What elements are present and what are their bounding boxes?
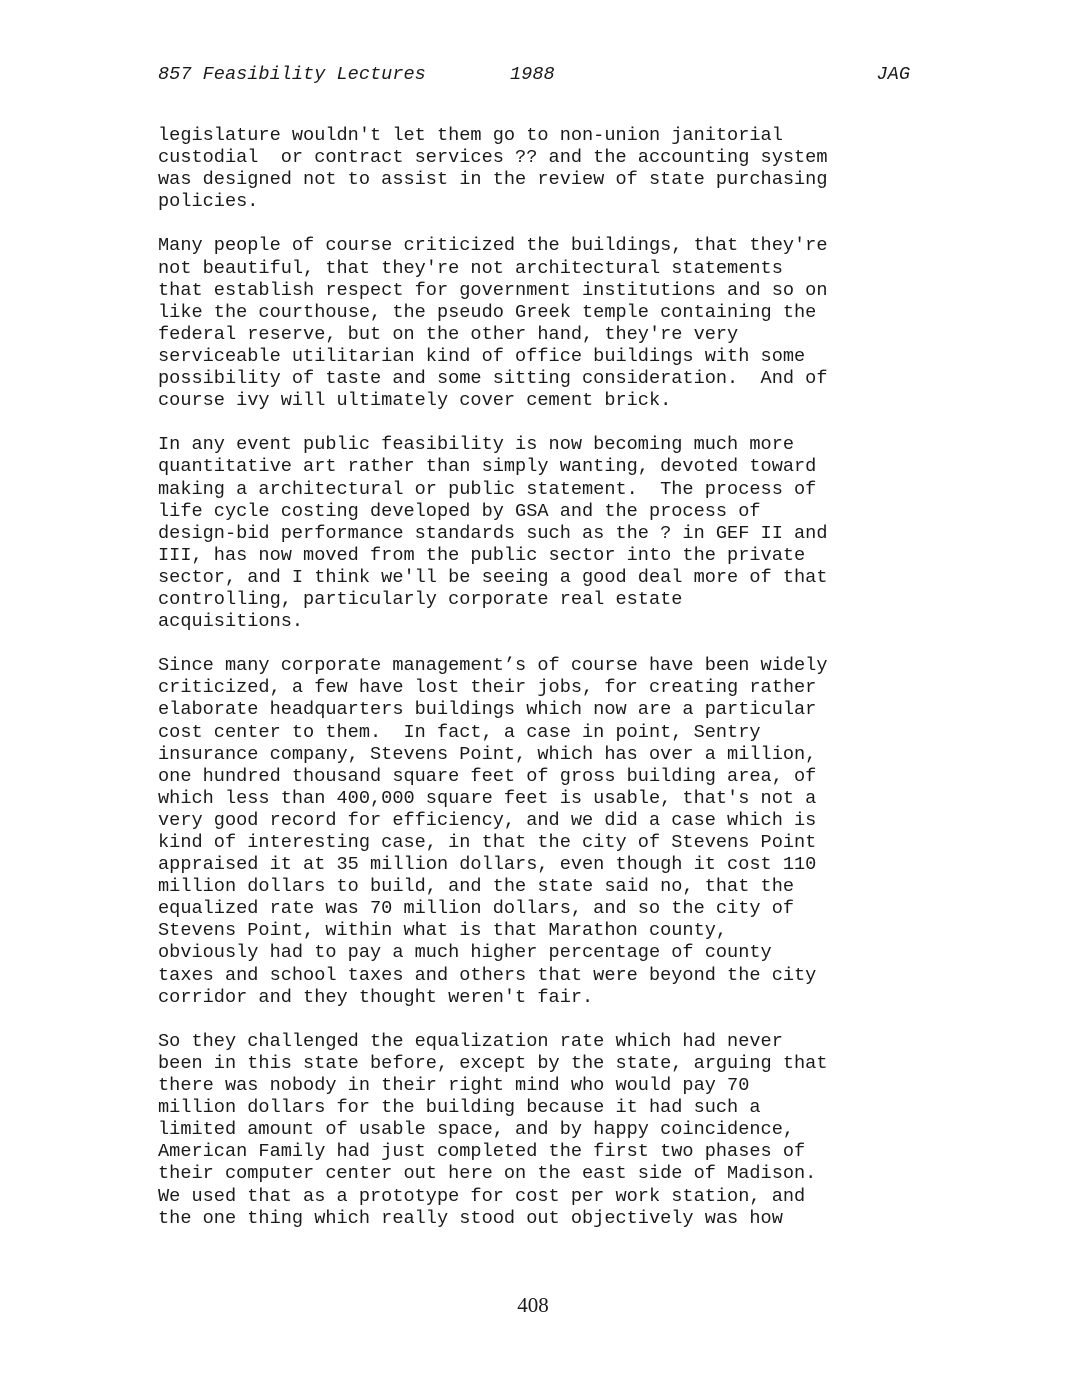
text-line: million dollars for the building because it had such a bbox=[158, 1097, 761, 1119]
text-line: Stevens Point, within what is that Marathon county, bbox=[158, 920, 728, 942]
text-line: cost center to them. In fact, a case in point, Sentry bbox=[158, 721, 761, 743]
text-line: life cycle costing developed by GSA and the process of bbox=[158, 500, 761, 522]
text-line: appraised it at 35 million dollars, even though it cost 110 bbox=[158, 854, 817, 876]
text-line: obviously had to pay a much higher percentage of county bbox=[158, 942, 772, 964]
text-line: custodial or contract services ?? and the accounting system bbox=[158, 147, 828, 169]
page-number: 408 bbox=[517, 1293, 549, 1317]
paragraph bbox=[158, 125, 938, 213]
text-line: insurance company, Stevens Point, which has over a million, bbox=[158, 743, 817, 765]
text-line: American Family had just completed the first two phases of bbox=[158, 1141, 806, 1163]
paragraph bbox=[158, 434, 938, 633]
page-header bbox=[158, 62, 910, 88]
text-line: In any event public feasibility is now becoming much more bbox=[158, 434, 795, 456]
header-initials: JAG bbox=[876, 64, 910, 85]
text-line: III, has now moved from the public sector into the private bbox=[158, 544, 806, 566]
text-line: which less than 400,000 square feet is usable, that's not a bbox=[158, 787, 817, 809]
paragraph bbox=[158, 235, 938, 412]
text-line: sector, and I think we'll be seeing a good deal more of that bbox=[158, 566, 828, 588]
text-line: taxes and school taxes and others that were beyond the city bbox=[158, 964, 817, 986]
text-line: We used that as a prototype for cost per work station, and bbox=[158, 1185, 806, 1207]
text-line: So they challenged the equalization rate which had never bbox=[158, 1030, 783, 1052]
text-line: serviceable utilitarian kind of office buildings with some bbox=[158, 345, 806, 367]
text-line: like the courthouse, the pseudo Greek temple containing the bbox=[158, 301, 817, 323]
text-line: federal reserve, but on the other hand, they're very bbox=[158, 323, 739, 345]
text-line: Since many corporate management’s of course have been widely bbox=[158, 655, 828, 677]
text-line: been in this state before, except by the state, arguing that bbox=[158, 1052, 828, 1074]
text-line: one hundred thousand square feet of gross building area, of bbox=[158, 765, 817, 787]
text-line: Many people of course criticized the buildings, that they're bbox=[158, 235, 828, 257]
text-line: not beautiful, that they're not architectural statements bbox=[158, 257, 783, 279]
text-line: the one thing which really stood out objectively was how bbox=[158, 1207, 783, 1229]
text-line: legislature wouldn't let them go to non-union janitorial bbox=[158, 125, 783, 146]
text-line: million dollars to build, and the state said no, that the bbox=[158, 876, 795, 898]
header-title: 857 Feasibility Lectures bbox=[158, 64, 426, 85]
text-line: was designed not to assist in the review of state purchasing bbox=[158, 169, 828, 191]
text-line: corridor and they thought weren't fair. bbox=[158, 986, 594, 1008]
text-line: acquisitions. bbox=[158, 611, 304, 633]
text-line: criticized, a few have lost their jobs, for creating rather bbox=[158, 677, 817, 699]
text-line: design-bid performance standards such as the ? in GEF II and bbox=[158, 522, 828, 544]
text-line: possibility of taste and some sitting consideration. And of bbox=[158, 368, 828, 390]
text-line: kind of interesting case, in that the city of Stevens Point bbox=[158, 832, 817, 853]
document-body bbox=[158, 125, 938, 1252]
text-line: quantitative art rather than simply wanting, devoted toward bbox=[158, 456, 817, 478]
header-year: 1988 bbox=[510, 64, 555, 85]
text-line: equalized rate was 70 million dollars, and so the city of bbox=[158, 898, 795, 920]
text-line: very good record for efficiency, and we did a case which is bbox=[158, 809, 817, 831]
text-line: their computer center out here on the east side of Madison. bbox=[158, 1163, 817, 1185]
text-line: elaborate headquarters buildings which now are a particular bbox=[158, 699, 817, 721]
text-line: that establish respect for government institutions and so on bbox=[158, 279, 828, 301]
text-line: there was nobody in their right mind who would pay 70 bbox=[158, 1075, 750, 1097]
text-line: limited amount of usable space, and by happy coincidence, bbox=[158, 1119, 795, 1141]
text-line: controlling, particularly corporate real estate bbox=[158, 588, 683, 610]
text-line: course ivy will ultimately cover cement brick. bbox=[158, 390, 672, 412]
paragraph bbox=[158, 655, 938, 1009]
text-line: making a architectural or public statement. The process of bbox=[158, 478, 817, 500]
text-line: policies. bbox=[158, 191, 259, 213]
paragraph bbox=[158, 1031, 938, 1230]
